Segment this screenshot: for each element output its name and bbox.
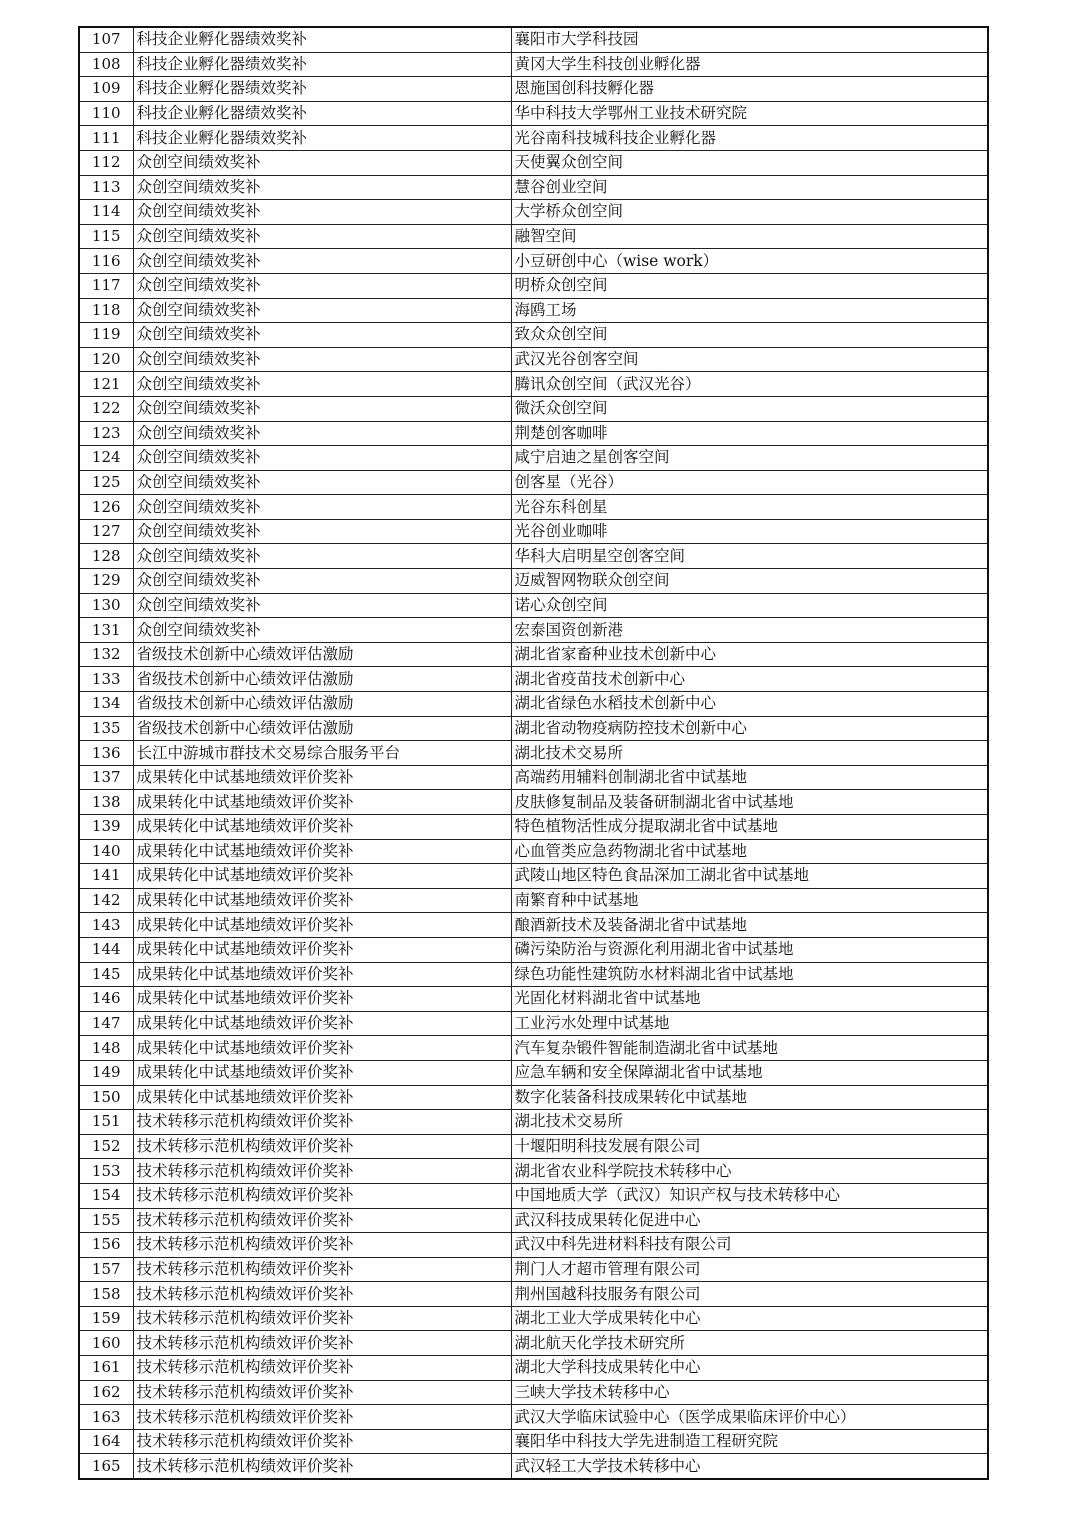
row-number-cell: 165 [79,1454,133,1479]
row-number-cell: 163 [79,1405,133,1430]
row-number-cell: 156 [79,1233,133,1258]
organization-cell: 数字化装备科技成果转化中试基地 [511,1085,988,1110]
row-number-cell: 158 [79,1282,133,1307]
category-cell: 成果转化中试基地绩效评价奖补 [133,888,511,913]
row-number-cell: 130 [79,593,133,618]
category-cell: 成果转化中试基地绩效评价奖补 [133,962,511,987]
category-cell: 众创空间绩效奖补 [133,569,511,594]
row-number-cell: 139 [79,815,133,840]
row-number-cell: 148 [79,1036,133,1061]
table-row [79,347,988,372]
table-row [79,27,988,52]
organization-cell: 湖北工业大学成果转化中心 [511,1306,988,1331]
category-cell: 省级技术创新中心绩效评估激励 [133,667,511,692]
category-cell: 众创空间绩效奖补 [133,323,511,348]
row-number-cell: 125 [79,470,133,495]
table-row [79,323,988,348]
organization-cell: 恩施国创科技孵化器 [511,77,988,102]
organization-cell: 大学桥众创空间 [511,200,988,225]
organization-cell: 微沃众创空间 [511,396,988,421]
row-number-cell: 162 [79,1380,133,1405]
organization-cell: 湖北省家畜种业技术创新中心 [511,642,988,667]
table-row [79,52,988,77]
category-cell: 成果转化中试基地绩效评价奖补 [133,1011,511,1036]
category-cell: 省级技术创新中心绩效评估激励 [133,716,511,741]
row-number-cell: 116 [79,249,133,274]
category-cell: 成果转化中试基地绩效评价奖补 [133,937,511,962]
organization-cell: 湖北省绿色水稻技术创新中心 [511,692,988,717]
row-number-cell: 144 [79,937,133,962]
category-cell: 众创空间绩效奖补 [133,446,511,471]
table-row [79,1085,988,1110]
organization-cell: 诺心众创空间 [511,593,988,618]
organization-cell: 荆门人才超市管理有限公司 [511,1257,988,1282]
category-cell: 技术转移示范机构绩效评价奖补 [133,1405,511,1430]
organization-cell: 特色植物活性成分提取湖北省中试基地 [511,815,988,840]
organization-cell: 荆州国越科技服务有限公司 [511,1282,988,1307]
category-cell: 成果转化中试基地绩效评价奖补 [133,1036,511,1061]
row-number-cell: 112 [79,150,133,175]
organization-cell: 湖北省动物疫病防控技术创新中心 [511,716,988,741]
table-row [79,765,988,790]
organization-cell: 华中科技大学鄂州工业技术研究院 [511,101,988,126]
category-cell: 省级技术创新中心绩效评估激励 [133,642,511,667]
organization-cell: 武汉中科先进材料科技有限公司 [511,1233,988,1258]
organization-cell: 酿酒新技术及装备湖北省中试基地 [511,913,988,938]
category-cell: 技术转移示范机构绩效评价奖补 [133,1257,511,1282]
organization-cell: 光谷南科技城科技企业孵化器 [511,126,988,151]
table-row [79,224,988,249]
row-number-cell: 118 [79,298,133,323]
organization-cell: 湖北省疫苗技术创新中心 [511,667,988,692]
category-cell: 成果转化中试基地绩效评价奖补 [133,765,511,790]
category-cell: 科技企业孵化器绩效奖补 [133,27,511,52]
category-cell: 技术转移示范机构绩效评价奖补 [133,1454,511,1479]
table-row [79,864,988,889]
award-list-body [79,27,988,1479]
category-cell: 技术转移示范机构绩效评价奖补 [133,1134,511,1159]
row-number-cell: 160 [79,1331,133,1356]
category-cell: 众创空间绩效奖补 [133,495,511,520]
category-cell: 科技企业孵化器绩效奖补 [133,52,511,77]
organization-cell: 武汉大学临床试验中心（医学成果临床评价中心） [511,1405,988,1430]
table-row [79,839,988,864]
table-row [79,1306,988,1331]
table-row [79,1011,988,1036]
row-number-cell: 157 [79,1257,133,1282]
organization-cell: 光固化材料湖北省中试基地 [511,987,988,1012]
category-cell: 众创空间绩效奖补 [133,273,511,298]
row-number-cell: 121 [79,372,133,397]
table-row [79,692,988,717]
table-row [79,962,988,987]
organization-cell: 皮肤修复制品及装备研制湖北省中试基地 [511,790,988,815]
table-row [79,569,988,594]
category-cell: 技术转移示范机构绩效评价奖补 [133,1380,511,1405]
category-cell: 科技企业孵化器绩效奖补 [133,126,511,151]
category-cell: 众创空间绩效奖补 [133,372,511,397]
category-cell: 技术转移示范机构绩效评价奖补 [133,1110,511,1135]
category-cell: 长江中游城市群技术交易综合服务平台 [133,741,511,766]
row-number-cell: 123 [79,421,133,446]
organization-cell: 咸宁启迪之星创客空间 [511,446,988,471]
organization-cell: 慧谷创业空间 [511,175,988,200]
organization-cell: 湖北技术交易所 [511,741,988,766]
row-number-cell: 126 [79,495,133,520]
row-number-cell: 159 [79,1306,133,1331]
organization-cell: 迈威智网物联众创空间 [511,569,988,594]
table-row [79,101,988,126]
table-row [79,126,988,151]
row-number-cell: 115 [79,224,133,249]
row-number-cell: 108 [79,52,133,77]
table-row [79,1380,988,1405]
category-cell: 技术转移示范机构绩效评价奖补 [133,1183,511,1208]
row-number-cell: 153 [79,1159,133,1184]
row-number-cell: 138 [79,790,133,815]
organization-cell: 应急车辆和安全保障湖北省中试基地 [511,1060,988,1085]
organization-cell: 宏泰国资创新港 [511,618,988,643]
row-number-cell: 132 [79,642,133,667]
row-number-cell: 127 [79,519,133,544]
table-row [79,298,988,323]
category-cell: 技术转移示范机构绩效评价奖补 [133,1233,511,1258]
organization-cell: 致众众创空间 [511,323,988,348]
table-row [79,544,988,569]
category-cell: 众创空间绩效奖补 [133,150,511,175]
organization-cell: 高端药用辅料创制湖北省中试基地 [511,765,988,790]
table-row [79,937,988,962]
organization-cell: 武汉科技成果转化促进中心 [511,1208,988,1233]
organization-cell: 湖北省农业科学院技术转移中心 [511,1159,988,1184]
category-cell: 技术转移示范机构绩效评价奖补 [133,1159,511,1184]
row-number-cell: 109 [79,77,133,102]
category-cell: 众创空间绩效奖补 [133,618,511,643]
category-cell: 成果转化中试基地绩效评价奖补 [133,913,511,938]
row-number-cell: 119 [79,323,133,348]
table-row [79,175,988,200]
award-list-table [78,26,989,1480]
table-row [79,249,988,274]
organization-cell: 南繁育种中试基地 [511,888,988,913]
table-row [79,421,988,446]
table-row [79,273,988,298]
table-row [79,519,988,544]
table-row [79,913,988,938]
table-row [79,1257,988,1282]
category-cell: 技术转移示范机构绩效评价奖补 [133,1282,511,1307]
table-row [79,200,988,225]
category-cell: 科技企业孵化器绩效奖补 [133,77,511,102]
category-cell: 技术转移示范机构绩效评价奖补 [133,1429,511,1454]
category-cell: 众创空间绩效奖补 [133,593,511,618]
table-row [79,1282,988,1307]
category-cell: 技术转移示范机构绩效评价奖补 [133,1356,511,1381]
category-cell: 成果转化中试基地绩效评价奖补 [133,1060,511,1085]
row-number-cell: 117 [79,273,133,298]
organization-cell: 磷污染防治与资源化利用湖北省中试基地 [511,937,988,962]
category-cell: 成果转化中试基地绩效评价奖补 [133,864,511,889]
row-number-cell: 151 [79,1110,133,1135]
organization-cell: 襄阳市大学科技园 [511,27,988,52]
row-number-cell: 146 [79,987,133,1012]
table-row [79,618,988,643]
table-row [79,1356,988,1381]
organization-cell: 光谷东科创星 [511,495,988,520]
row-number-cell: 133 [79,667,133,692]
organization-cell: 融智空间 [511,224,988,249]
category-cell: 众创空间绩效奖补 [133,519,511,544]
table-row [79,815,988,840]
row-number-cell: 150 [79,1085,133,1110]
category-cell: 众创空间绩效奖补 [133,347,511,372]
table-row [79,642,988,667]
category-cell: 省级技术创新中心绩效评估激励 [133,692,511,717]
category-cell: 众创空间绩效奖补 [133,396,511,421]
category-cell: 成果转化中试基地绩效评价奖补 [133,815,511,840]
row-number-cell: 134 [79,692,133,717]
table-row [79,396,988,421]
category-cell: 众创空间绩效奖补 [133,421,511,446]
category-cell: 成果转化中试基地绩效评价奖补 [133,1085,511,1110]
category-cell: 众创空间绩效奖补 [133,249,511,274]
row-number-cell: 161 [79,1356,133,1381]
organization-cell: 绿色功能性建筑防水材料湖北省中试基地 [511,962,988,987]
table-row [79,1208,988,1233]
row-number-cell: 120 [79,347,133,372]
organization-cell: 中国地质大学（武汉）知识产权与技术转移中心 [511,1183,988,1208]
table-row [79,77,988,102]
table-row [79,1429,988,1454]
table-row [79,741,988,766]
row-number-cell: 131 [79,618,133,643]
category-cell: 技术转移示范机构绩效评价奖补 [133,1208,511,1233]
organization-cell: 华科大启明星空创客空间 [511,544,988,569]
row-number-cell: 154 [79,1183,133,1208]
category-cell: 众创空间绩效奖补 [133,200,511,225]
row-number-cell: 142 [79,888,133,913]
organization-cell: 武陵山地区特色食品深加工湖北省中试基地 [511,864,988,889]
organization-cell: 襄阳华中科技大学先进制造工程研究院 [511,1429,988,1454]
organization-cell: 十堰阳明科技发展有限公司 [511,1134,988,1159]
table-row [79,1183,988,1208]
table-row [79,790,988,815]
organization-cell: 黄冈大学生科技创业孵化器 [511,52,988,77]
row-number-cell: 143 [79,913,133,938]
row-number-cell: 110 [79,101,133,126]
organization-cell: 湖北航天化学技术研究所 [511,1331,988,1356]
category-cell: 技术转移示范机构绩效评价奖补 [133,1331,511,1356]
category-cell: 成果转化中试基地绩效评价奖补 [133,987,511,1012]
organization-cell: 心血管类应急药物湖北省中试基地 [511,839,988,864]
category-cell: 众创空间绩效奖补 [133,224,511,249]
category-cell: 技术转移示范机构绩效评价奖补 [133,1306,511,1331]
row-number-cell: 122 [79,396,133,421]
table-row [79,667,988,692]
row-number-cell: 152 [79,1134,133,1159]
table-row [79,888,988,913]
row-number-cell: 114 [79,200,133,225]
table-row [79,1454,988,1479]
row-number-cell: 155 [79,1208,133,1233]
table-row [79,987,988,1012]
organization-cell: 三峡大学技术转移中心 [511,1380,988,1405]
table-row [79,1233,988,1258]
table-row [79,495,988,520]
table-row [79,470,988,495]
row-number-cell: 147 [79,1011,133,1036]
organization-cell: 腾讯众创空间（武汉光谷） [511,372,988,397]
organization-cell: 荆楚创客咖啡 [511,421,988,446]
table-row [79,150,988,175]
organization-cell: 武汉轻工大学技术转移中心 [511,1454,988,1479]
organization-cell: 汽车复杂锻件智能制造湖北省中试基地 [511,1036,988,1061]
row-number-cell: 107 [79,27,133,52]
table-row [79,1110,988,1135]
organization-cell: 工业污水处理中试基地 [511,1011,988,1036]
category-cell: 众创空间绩效奖补 [133,175,511,200]
table-row [79,1060,988,1085]
row-number-cell: 135 [79,716,133,741]
row-number-cell: 140 [79,839,133,864]
category-cell: 众创空间绩效奖补 [133,470,511,495]
table-row [79,1159,988,1184]
table-row [79,1134,988,1159]
organization-cell: 创客星（光谷） [511,470,988,495]
row-number-cell: 164 [79,1429,133,1454]
table-row [79,446,988,471]
table-row [79,593,988,618]
table-row [79,1036,988,1061]
row-number-cell: 111 [79,126,133,151]
table-row [79,1331,988,1356]
organization-cell: 湖北技术交易所 [511,1110,988,1135]
table-row [79,1405,988,1430]
organization-cell: 湖北大学科技成果转化中心 [511,1356,988,1381]
row-number-cell: 137 [79,765,133,790]
category-cell: 科技企业孵化器绩效奖补 [133,101,511,126]
row-number-cell: 136 [79,741,133,766]
category-cell: 成果转化中试基地绩效评价奖补 [133,839,511,864]
row-number-cell: 141 [79,864,133,889]
category-cell: 成果转化中试基地绩效评价奖补 [133,790,511,815]
category-cell: 众创空间绩效奖补 [133,544,511,569]
table-row [79,716,988,741]
row-number-cell: 113 [79,175,133,200]
organization-cell: 小豆研创中心（wise work） [511,249,988,274]
organization-cell: 天使翼众创空间 [511,150,988,175]
row-number-cell: 128 [79,544,133,569]
organization-cell: 武汉光谷创客空间 [511,347,988,372]
category-cell: 众创空间绩效奖补 [133,298,511,323]
row-number-cell: 149 [79,1060,133,1085]
organization-cell: 光谷创业咖啡 [511,519,988,544]
organization-cell: 明桥众创空间 [511,273,988,298]
row-number-cell: 145 [79,962,133,987]
organization-cell: 海鸥工场 [511,298,988,323]
row-number-cell: 129 [79,569,133,594]
table-row [79,372,988,397]
row-number-cell: 124 [79,446,133,471]
